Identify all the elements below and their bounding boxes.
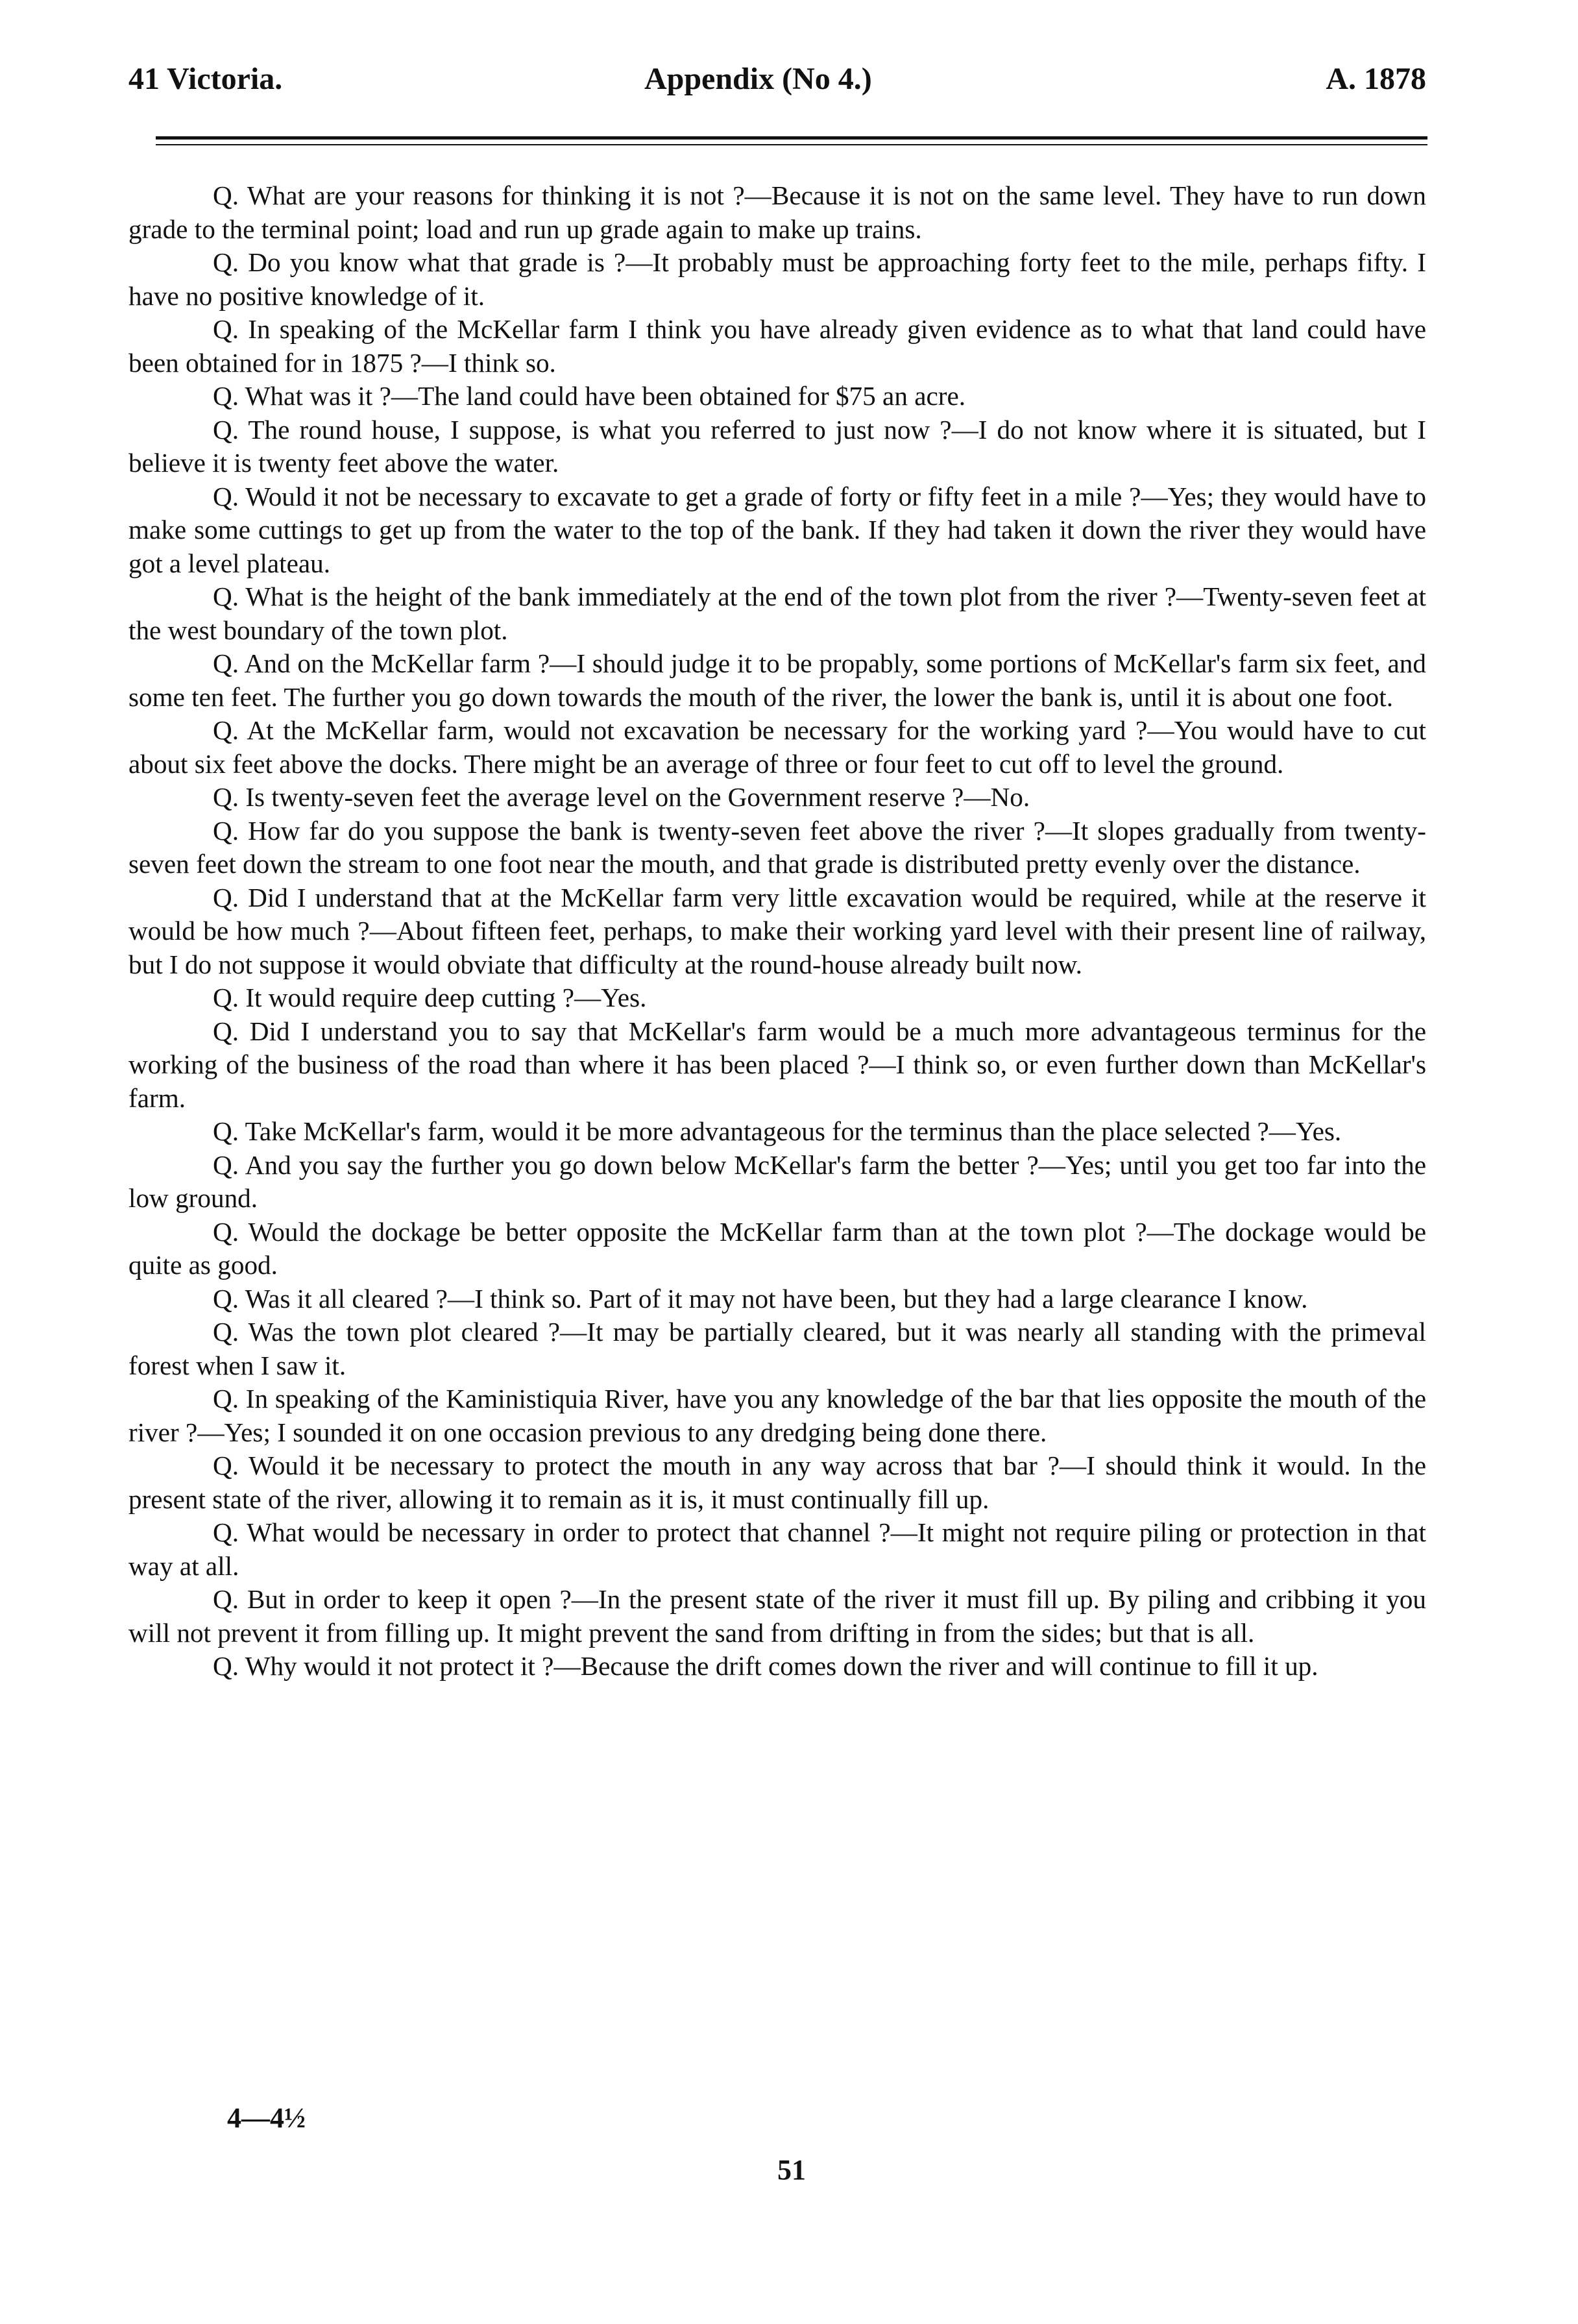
running-head [128, 60, 1426, 112]
header-appendix: Appendix (No 4.) [644, 62, 872, 96]
qa-paragraph: Q. Would it be necessary to protect the mouth in any way across that bar ?—I should think it would. In the present state of the river, allowing it to remain as it is, it must continually fill up. [128, 1450, 1426, 1514]
qa-paragraph: Q. Would the dockage be better opposite the McKellar farm than at the town plot ?—The dockage would be quite as good. [128, 1216, 1426, 1280]
qa-paragraph: Q. Did I understand you to say that McKellar's farm would be a much more advantageous terminus for the working of the business of the road than where it has been placed ?—I think so, or even further down than McKellar's farm. [128, 1016, 1426, 1113]
qa-paragraph: Q. Is twenty-seven feet the average level on the Government reserve ?—No. [213, 782, 1030, 812]
qa-paragraph: Q. What would be necessary in order to protect that channel ?—It might not require piling or protection in that way at all. [128, 1517, 1426, 1581]
qa-paragraph: Q. At the McKellar farm, would not excavation be necessary for the working yard ?—You would have to cut about six feet above the docks. There might be an average of three or four feet to cut off to level the ground. [128, 715, 1426, 779]
page-number: 51 [777, 2154, 806, 2186]
qa-paragraph: Q. Why would it not protect it ?—Because the drift comes down the river and will continue to fill it up. [213, 1651, 1318, 1681]
qa-paragraph: Q. Take McKellar's farm, would it be more advantageous for the terminus than the place selected ?—Yes. [213, 1116, 1342, 1146]
qa-paragraph: Q. The round house, I suppose, is what you referred to just now ?—I do not know where it is situated, but I believe it is twenty feet above the water. [128, 414, 1426, 478]
testimony-body [128, 179, 1426, 1683]
qa-paragraph: Q. It would require deep cutting ?—Yes. [213, 983, 647, 1012]
qa-paragraph: Q. How far do you suppose the bank is twenty-seven feet above the river ?—It slopes gradually from twenty-seven feet down the stream to one foot near the mouth, and that grade is distributed pretty evenly over the distance. [128, 815, 1426, 879]
qa-paragraph: Q. Do you know what that grade is ?—It probably must be approaching forty feet to the mile, perhaps fifty. I have no positive knowledge of it. [128, 247, 1426, 311]
qa-paragraph: Q. But in order to keep it open ?—In the present state of the river it must fill up. By piling and cribbing it you will not prevent it from filling up. It might prevent the sand from drifting in from the sides; but that is all. [128, 1584, 1426, 1648]
qa-paragraph: Q. Was the town plot cleared ?—It may be partially cleared, but it was nearly all standing with the primeval forest when I saw it. [128, 1317, 1426, 1380]
header-double-rule [156, 136, 1427, 145]
header-year: A. 1878 [1326, 62, 1426, 96]
header-session: 41 Victoria. [128, 62, 283, 96]
signature-mark: 4—4½ [227, 2102, 306, 2134]
rule-thin [156, 144, 1427, 145]
qa-paragraph: Q. What is the height of the bank immediately at the end of the town plot from the river ?—Twenty-seven feet at the west boundary of the town plot. [128, 581, 1426, 645]
qa-paragraph: Q. And you say the further you go down below McKellar's farm the better ?—Yes; until you get too far into the low ground. [128, 1149, 1426, 1213]
rule-thick [156, 136, 1427, 140]
qa-paragraph: Q. What are your reasons for thinking it is not ?—Because it is not on the same level. They have to run down grade to the terminal point; load and run up grade again to make up trains. [128, 180, 1426, 244]
qa-paragraph: Q. Did I understand that at the McKellar farm very little excavation would be required, while at the reserve it would be how much ?—About fifteen feet, perhaps, to make their working yard level with their present line of railway, but I do not suppose it would obviate that difficulty at the round-house already built now. [128, 882, 1426, 979]
qa-paragraph: Q. Was it all cleared ?—I think so. Part of it may not have been, but they had a large clearance I know. [213, 1283, 1308, 1314]
qa-paragraph: Q. In speaking of the McKellar farm I think you have already given evidence as to what that land could have been obtained for in 1875 ?—I think so. [128, 314, 1426, 378]
qa-paragraph: Q. And on the McKellar farm ?—I should judge it to be propably, some portions of McKellar's farm six feet, and some ten feet. The further you go down towards the mouth of the river, the lower the bank is, until it is about one foot. [128, 648, 1426, 712]
qa-paragraph: Q. Would it not be necessary to excavate to get a grade of forty or fifty feet in a mile ?—Yes; they would have to make some cuttings to get up from the water to the top of the bank. If they had taken it down the river they would have got a level plateau. [128, 481, 1426, 578]
qa-paragraph: Q. What was it ?—The land could have been obtained for $75 an acre. [213, 381, 966, 411]
qa-paragraph: Q. In speaking of the Kaministiquia River, have you any knowledge of the bar that lies opposite the mouth of the river ?—Yes; I sounded it on one occasion previous to any dredging being done there. [128, 1384, 1426, 1447]
